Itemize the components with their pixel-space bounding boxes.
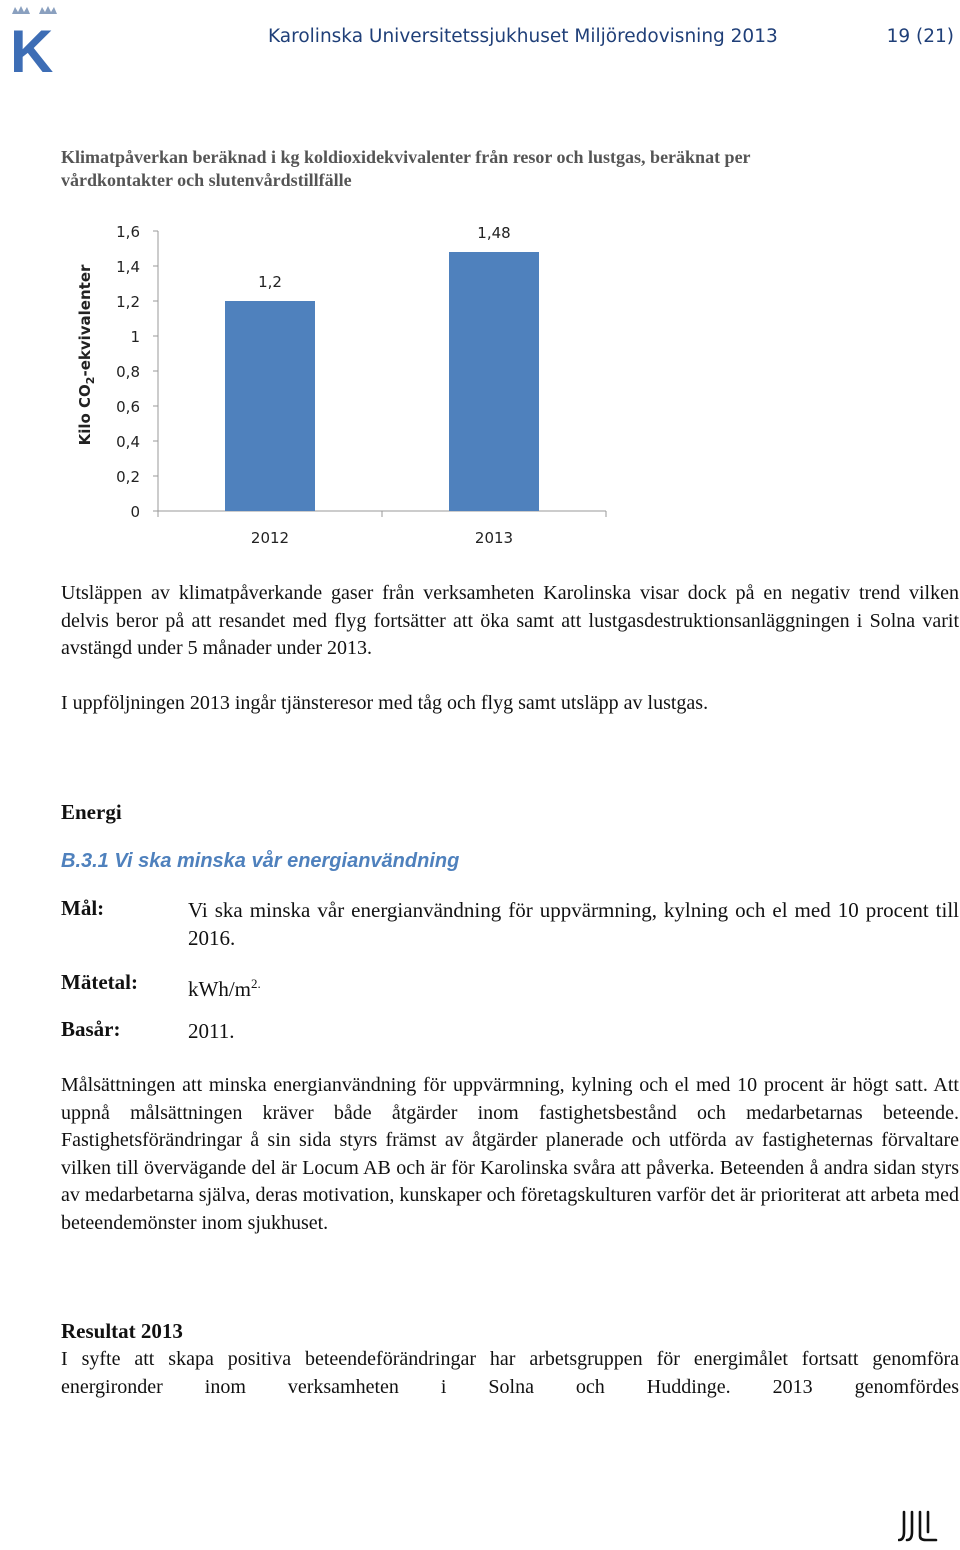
goal-value: Vi ska minska vår energianvändning för uppvärmning, kylning och el med 10 procent till 2016. bbox=[188, 898, 959, 950]
metric-unit: kWh/m bbox=[188, 977, 251, 1001]
y-tick-label: 0,2 bbox=[116, 468, 140, 486]
bar-2012 bbox=[225, 301, 315, 511]
baseline-value: 2011. bbox=[188, 1019, 235, 1043]
paragraph-results: I syfte att skapa positiva beteendeförändringar har arbetsgruppen för energimålet fortsatt genomföra energironder inom verksamheten i Solna och Huddinge. 2013 genomfördes bbox=[61, 1348, 959, 1398]
metric-value bbox=[188, 970, 261, 1003]
data-label: 1,2 bbox=[258, 273, 282, 291]
y-tick-label: 1,4 bbox=[116, 258, 140, 276]
y-tick-label: 0,6 bbox=[116, 398, 140, 416]
page-number: 19 (21) bbox=[886, 26, 954, 47]
y-tick-label: 1 bbox=[130, 328, 140, 346]
metric-label: Mätetal: bbox=[61, 970, 138, 994]
y-tick-label: 1,6 bbox=[116, 223, 140, 241]
bar-2013 bbox=[449, 252, 539, 511]
y-tick-label: 0,8 bbox=[116, 363, 140, 381]
document-title: Karolinska Universitetssjukhuset Miljöredovisning 2013 bbox=[268, 26, 778, 47]
crown-icon bbox=[12, 6, 57, 14]
bar-chart bbox=[0, 210, 640, 560]
chart-title: Klimatpåverkan beräknad i kg koldioxidekvivalenter från resor och lustgas, beräknat per vårdkontakter och slutenvårdstillfälle bbox=[61, 147, 751, 190]
baseline-label: Basår: bbox=[61, 1017, 121, 1041]
y-tick-label: 0 bbox=[130, 503, 140, 521]
metric-superscript: 2. bbox=[251, 976, 261, 991]
footer-logo bbox=[898, 1510, 938, 1542]
svg-text:K: K bbox=[10, 18, 54, 76]
data-label: 1,48 bbox=[477, 224, 511, 242]
paragraph-emissions-trend: Utsläppen av klimatpåverkande gaser från verksamheten Karolinska visar dock på en negativ trend vilken delvis beror på att resandet med flyg fortsätter att öka samt att lustgasdestruktionsanläggningen i Solna varit avstängd under 5 månader under 2013. bbox=[61, 582, 959, 659]
chart-svg bbox=[0, 210, 640, 560]
y-tick-label: 0,4 bbox=[116, 433, 140, 451]
goal-label: Mål: bbox=[61, 896, 105, 920]
section-heading-resultat: Resultat 2013 bbox=[61, 1319, 183, 1343]
x-tick-label: 2013 bbox=[474, 529, 514, 547]
karolinska-logo bbox=[6, 4, 62, 76]
paragraph-follow-up: I uppföljningen 2013 ingår tjänsteresor med tåg och flyg samt utsläpp av lustgas. bbox=[61, 692, 709, 714]
y-axis-label: Kilo $CO_2$-ekvivalenter bbox=[76, 264, 97, 446]
section-heading-energi: Energi bbox=[61, 800, 122, 824]
paragraph-energy-goal: Målsättningen att minska energianvändning för uppvärmning, kylning och el med 10 procent är högt satt. Att uppnå målsättningen kräver både åtgärder inom fastighetsbestånd och medarbetarnas beteende. Fastighetsförändringar å sin sida styrs främst av åtgärder planerade och utförda av fastigheternas förvaltare vilken till övervägande del är Locum AB och är för Karolinska svåra att påverka. Beteenden å andra sidan styrs av medarbetarna själva, deras motivation, kunskaper och företagskulturen varför det är prioriterat att arbeta med beteendemönster inom sjukhuset. bbox=[61, 1074, 959, 1234]
y-tick-label: 1,2 bbox=[116, 293, 140, 311]
goal-subheading: B.3.1 Vi ska minska vår energianvändning bbox=[61, 850, 460, 872]
x-tick-label: 2012 bbox=[250, 529, 290, 547]
